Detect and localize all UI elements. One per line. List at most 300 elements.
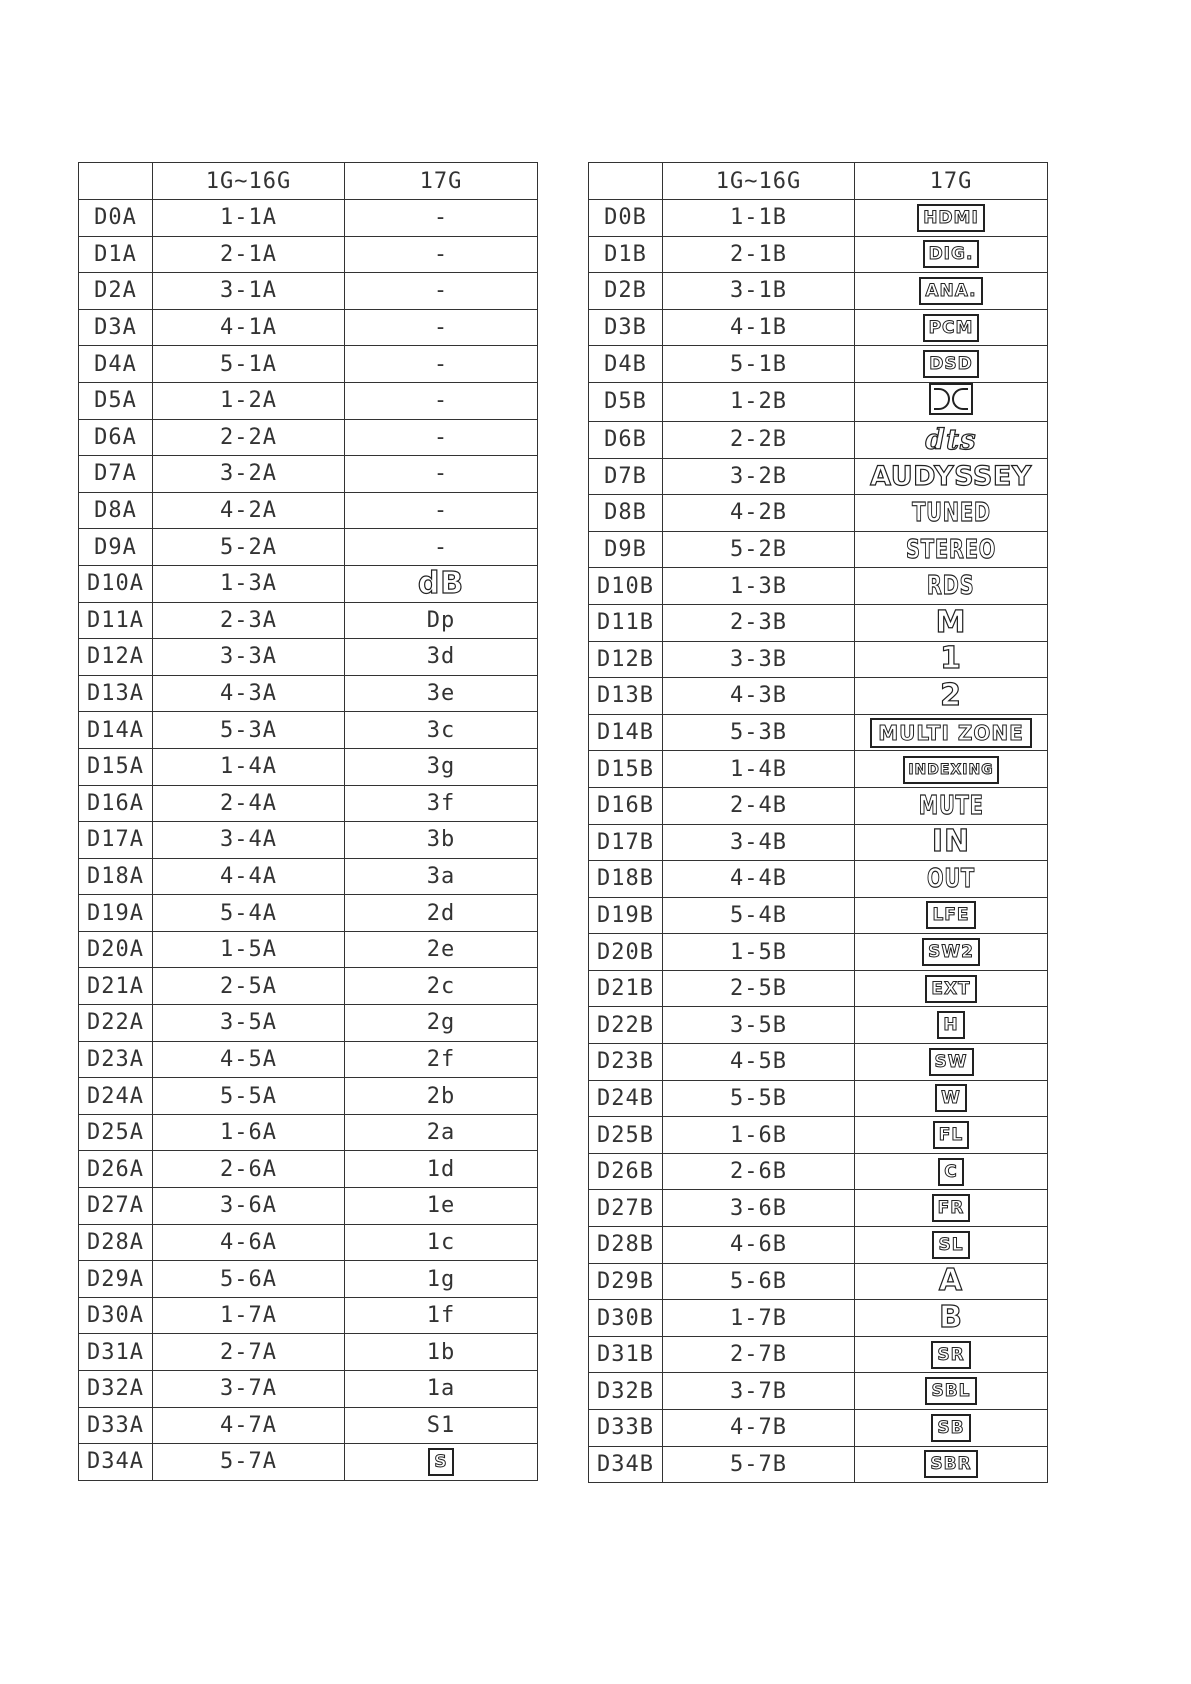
segment-table-b bbox=[588, 162, 1048, 1483]
segment-symbol: FL bbox=[933, 1121, 969, 1149]
cell-text: 1-3A bbox=[220, 571, 277, 597]
symbol-cell bbox=[855, 1190, 1048, 1227]
grid-segment-cell bbox=[153, 273, 345, 310]
segment-symbol: SW bbox=[929, 1048, 974, 1076]
symbol-cell bbox=[855, 751, 1048, 788]
symbol-cell bbox=[345, 273, 538, 310]
cell-text: D28B bbox=[597, 1232, 654, 1258]
table-row bbox=[589, 1080, 1048, 1117]
table-row bbox=[79, 1371, 538, 1408]
grid-segment-cell bbox=[663, 531, 855, 568]
cell-text: 4-7A bbox=[220, 1412, 277, 1438]
cell-text: 4-4A bbox=[220, 863, 277, 889]
cell-text: D9A bbox=[94, 534, 137, 560]
cell-text: D29B bbox=[597, 1268, 654, 1294]
segment-symbol: 1a bbox=[426, 1376, 456, 1402]
table-row bbox=[79, 200, 538, 237]
cell-text: 1-4B bbox=[730, 756, 787, 782]
grid-segment-cell bbox=[663, 1044, 855, 1081]
symbol-cell bbox=[345, 1005, 538, 1042]
cell-text: D17A bbox=[87, 827, 144, 853]
grid-segment-cell bbox=[663, 1190, 855, 1227]
digit-pin-cell bbox=[589, 382, 663, 421]
table-row bbox=[79, 1444, 538, 1481]
grid-segment-cell bbox=[663, 970, 855, 1007]
table-row bbox=[589, 236, 1048, 273]
table-row bbox=[79, 748, 538, 785]
grid-segment-cell bbox=[663, 1080, 855, 1117]
digit-pin-cell bbox=[79, 712, 153, 749]
segment-symbol: 3e bbox=[426, 681, 456, 707]
digit-pin-cell bbox=[589, 1080, 663, 1117]
segment-symbol: dts bbox=[925, 423, 977, 457]
cell-text: 3-1B bbox=[730, 278, 787, 304]
segment-symbol: IN bbox=[931, 824, 971, 860]
cell-text: D4B bbox=[604, 351, 647, 377]
cell-text: 2-2A bbox=[220, 424, 277, 450]
segment-symbol: A bbox=[938, 1263, 964, 1299]
table-row bbox=[589, 824, 1048, 861]
cell-text: D2A bbox=[94, 278, 137, 304]
digit-pin-cell bbox=[589, 1007, 663, 1044]
table-row bbox=[79, 419, 538, 456]
grid-segment-cell bbox=[153, 346, 345, 383]
cell-text: 5-5A bbox=[220, 1083, 277, 1109]
digit-pin-cell bbox=[79, 1371, 153, 1408]
digit-pin-cell bbox=[79, 1334, 153, 1371]
cell-text: D21B bbox=[597, 976, 654, 1002]
cell-text: D31A bbox=[87, 1339, 144, 1365]
cell-text: 2-5A bbox=[220, 973, 277, 999]
cell-text: 3-5B bbox=[730, 1012, 787, 1038]
digit-pin-cell bbox=[589, 200, 663, 237]
digit-pin-cell bbox=[79, 1407, 153, 1444]
table-row bbox=[79, 602, 538, 639]
symbol-cell bbox=[855, 382, 1048, 421]
cell-text: D10A bbox=[87, 571, 144, 597]
cell-text: D26A bbox=[87, 1156, 144, 1182]
cell-text: 3-3B bbox=[730, 646, 787, 672]
cell-text: D29A bbox=[87, 1266, 144, 1292]
segment-symbol: 1e bbox=[426, 1193, 456, 1219]
table-row bbox=[589, 273, 1048, 310]
table-row bbox=[79, 1407, 538, 1444]
digit-pin-cell bbox=[79, 639, 153, 676]
cell-text: D20A bbox=[87, 937, 144, 963]
segment-symbol: DSD bbox=[923, 350, 978, 378]
segment-symbol: 1 bbox=[940, 641, 962, 677]
grid-segment-cell bbox=[153, 1407, 345, 1444]
cell-text: D5B bbox=[604, 389, 647, 415]
cell-text: 3-7B bbox=[730, 1378, 787, 1404]
digit-pin-cell bbox=[589, 787, 663, 824]
grid-segment-cell bbox=[663, 1336, 855, 1373]
segment-symbol: - bbox=[433, 315, 449, 341]
digit-pin-cell bbox=[589, 309, 663, 346]
cell-text: 2-3A bbox=[220, 607, 277, 633]
cell-text: 5-6B bbox=[730, 1268, 787, 1294]
cell-text: D2B bbox=[604, 278, 647, 304]
table-row bbox=[79, 1188, 538, 1225]
digit-pin-cell bbox=[589, 824, 663, 861]
grid-segment-cell bbox=[153, 748, 345, 785]
cell-text: D32B bbox=[597, 1378, 654, 1404]
cell-text: D0A bbox=[94, 205, 137, 231]
segment-symbol: 1c bbox=[426, 1229, 456, 1255]
digit-pin-cell bbox=[79, 200, 153, 237]
cell-text: 3-6A bbox=[220, 1193, 277, 1219]
segment-symbol: 3d bbox=[426, 644, 456, 670]
table-row bbox=[589, 1300, 1048, 1337]
table-row bbox=[589, 568, 1048, 605]
digit-pin-cell bbox=[589, 604, 663, 641]
grid-segment-cell bbox=[663, 273, 855, 310]
grid-segment-cell bbox=[663, 751, 855, 788]
grid-segment-cell bbox=[663, 1373, 855, 1410]
grid-segment-cell bbox=[663, 604, 855, 641]
symbol-cell bbox=[345, 1297, 538, 1334]
symbol-cell bbox=[345, 382, 538, 419]
cell-text: 5-1A bbox=[220, 351, 277, 377]
cell-text: D34B bbox=[597, 1451, 654, 1477]
grid-segment-cell bbox=[153, 968, 345, 1005]
cell-text: D6B bbox=[604, 427, 647, 453]
table-row bbox=[79, 236, 538, 273]
cell-text: 4-7B bbox=[730, 1415, 787, 1441]
cell-text: 3-6B bbox=[730, 1195, 787, 1221]
segment-symbol: 3a bbox=[426, 863, 456, 889]
symbol-cell bbox=[345, 1078, 538, 1115]
cell-text: 4-5A bbox=[220, 1046, 277, 1072]
segment-symbol: LFE bbox=[926, 901, 975, 929]
grid-segment-cell bbox=[153, 1261, 345, 1298]
symbol-cell bbox=[855, 309, 1048, 346]
cell-text: D15A bbox=[87, 754, 144, 780]
symbol-cell bbox=[855, 641, 1048, 678]
symbol-cell bbox=[345, 748, 538, 785]
cell-text: 1-1B bbox=[730, 205, 787, 231]
table-row bbox=[79, 1224, 538, 1261]
segment-symbol: - bbox=[433, 461, 449, 487]
grid-segment-cell bbox=[153, 1078, 345, 1115]
symbol-cell bbox=[345, 712, 538, 749]
segment-symbol: W bbox=[935, 1084, 967, 1112]
digit-pin-cell bbox=[79, 456, 153, 493]
table-row bbox=[589, 1007, 1048, 1044]
symbol-cell bbox=[855, 1044, 1048, 1081]
cell-text: D13B bbox=[597, 683, 654, 709]
digit-pin-cell bbox=[79, 1188, 153, 1225]
cell-text: D18A bbox=[87, 863, 144, 889]
digit-pin-cell bbox=[589, 970, 663, 1007]
cell-text: 5-7B bbox=[730, 1451, 787, 1477]
table-row bbox=[589, 1336, 1048, 1373]
cell-text: 3-3A bbox=[220, 644, 277, 670]
grid-segment-cell bbox=[153, 1114, 345, 1151]
digit-pin-cell bbox=[79, 1114, 153, 1151]
segment-symbol: 3g bbox=[426, 754, 456, 780]
grid-segment-cell bbox=[663, 641, 855, 678]
grid-segment-cell bbox=[153, 675, 345, 712]
cell-text: D25A bbox=[87, 1120, 144, 1146]
grid-segment-cell bbox=[663, 382, 855, 421]
table-row bbox=[79, 639, 538, 676]
segment-symbol: - bbox=[433, 388, 449, 414]
symbol-cell bbox=[855, 897, 1048, 934]
digit-pin-cell bbox=[589, 236, 663, 273]
digit-pin-cell bbox=[589, 897, 663, 934]
table-row bbox=[79, 1078, 538, 1115]
grid-segment-cell bbox=[153, 1334, 345, 1371]
symbol-cell bbox=[855, 1080, 1048, 1117]
symbol-cell bbox=[855, 861, 1048, 898]
table-row bbox=[589, 531, 1048, 568]
digit-pin-cell bbox=[79, 419, 153, 456]
segment-symbol: SR bbox=[931, 1341, 970, 1369]
grid-segment-cell bbox=[153, 712, 345, 749]
digit-pin-cell bbox=[79, 785, 153, 822]
cell-text: D32A bbox=[87, 1376, 144, 1402]
segment-symbol: 2 bbox=[940, 677, 962, 713]
digit-pin-cell bbox=[589, 568, 663, 605]
digit-pin-cell bbox=[589, 1410, 663, 1447]
symbol-cell bbox=[855, 568, 1048, 605]
table-row bbox=[589, 934, 1048, 971]
digit-pin-cell bbox=[79, 1224, 153, 1261]
digit-pin-cell bbox=[79, 1005, 153, 1042]
cell-text: D4A bbox=[94, 351, 137, 377]
symbol-cell bbox=[345, 1261, 538, 1298]
table-row bbox=[589, 641, 1048, 678]
segment-symbol: - bbox=[433, 241, 449, 267]
segment-symbol: - bbox=[433, 424, 449, 450]
segment-symbol: dB bbox=[417, 565, 465, 601]
symbol-cell bbox=[345, 602, 538, 639]
symbol-cell bbox=[345, 309, 538, 346]
digit-pin-cell bbox=[79, 492, 153, 529]
symbol-cell bbox=[345, 1114, 538, 1151]
segment-symbol: 3b bbox=[426, 827, 456, 853]
table-a-header-cell: 1G~16G bbox=[153, 163, 345, 200]
table-row bbox=[79, 1261, 538, 1298]
digit-pin-cell bbox=[79, 748, 153, 785]
table-row bbox=[79, 565, 538, 602]
cell-text: D33A bbox=[87, 1412, 144, 1438]
grid-segment-cell bbox=[663, 678, 855, 715]
table-row bbox=[79, 1297, 538, 1334]
table-b-header-cell: 1G~16G bbox=[663, 163, 855, 200]
grid-segment-cell bbox=[663, 934, 855, 971]
symbol-cell bbox=[345, 931, 538, 968]
grid-segment-cell bbox=[153, 236, 345, 273]
cell-text: D8A bbox=[94, 498, 137, 524]
segment-symbol: 1d bbox=[426, 1156, 456, 1182]
grid-segment-cell bbox=[153, 456, 345, 493]
grid-segment-cell bbox=[663, 861, 855, 898]
cell-text: D30B bbox=[597, 1305, 654, 1331]
table-row bbox=[79, 492, 538, 529]
symbol-cell bbox=[855, 458, 1048, 495]
grid-segment-cell bbox=[153, 1371, 345, 1408]
grid-segment-cell bbox=[663, 346, 855, 383]
cell-text: D16B bbox=[597, 793, 654, 819]
digit-pin-cell bbox=[589, 495, 663, 532]
cell-text: 1-5B bbox=[730, 939, 787, 965]
segment-symbol: - bbox=[433, 205, 449, 231]
grid-segment-cell bbox=[663, 714, 855, 751]
grid-segment-cell bbox=[663, 568, 855, 605]
cell-text: 2-3B bbox=[730, 610, 787, 636]
table-row bbox=[79, 1041, 538, 1078]
table-a-header-cell bbox=[79, 163, 153, 200]
cell-text: D22B bbox=[597, 1012, 654, 1038]
symbol-cell bbox=[855, 970, 1048, 1007]
segment-symbol: S bbox=[428, 1448, 453, 1476]
cell-text: D28A bbox=[87, 1229, 144, 1255]
table-row bbox=[589, 1153, 1048, 1190]
segment-symbol: - bbox=[433, 278, 449, 304]
cell-text: 1-6B bbox=[730, 1122, 787, 1148]
digit-pin-cell bbox=[79, 529, 153, 566]
grid-segment-cell bbox=[153, 382, 345, 419]
cell-text: D14B bbox=[597, 720, 654, 746]
cell-text: 1-4A bbox=[220, 754, 277, 780]
cell-text: 4-3B bbox=[730, 683, 787, 709]
grid-segment-cell bbox=[663, 1300, 855, 1337]
table-row bbox=[79, 309, 538, 346]
table-row bbox=[79, 712, 538, 749]
grid-segment-cell bbox=[663, 824, 855, 861]
table-row bbox=[589, 861, 1048, 898]
digit-pin-cell bbox=[79, 602, 153, 639]
segment-symbol: PCM bbox=[923, 314, 980, 342]
table-a-header-row bbox=[79, 163, 538, 200]
table-row bbox=[79, 675, 538, 712]
grid-segment-cell bbox=[153, 1188, 345, 1225]
symbol-cell bbox=[855, 1153, 1048, 1190]
symbol-cell bbox=[855, 236, 1048, 273]
digit-pin-cell bbox=[589, 641, 663, 678]
table-row bbox=[589, 751, 1048, 788]
symbol-cell bbox=[345, 565, 538, 602]
cell-text: D5A bbox=[94, 388, 137, 414]
grid-segment-cell bbox=[153, 1297, 345, 1334]
digit-pin-cell bbox=[79, 1444, 153, 1481]
cell-text: D18B bbox=[597, 866, 654, 892]
cell-text: D25B bbox=[597, 1122, 654, 1148]
cell-text: 5-4B bbox=[730, 902, 787, 928]
cell-text: 3-4A bbox=[220, 827, 277, 853]
segment-symbol: OUT bbox=[927, 863, 975, 894]
segment-symbol: FR bbox=[932, 1194, 971, 1222]
cell-text: D8B bbox=[604, 500, 647, 526]
symbol-cell bbox=[855, 1446, 1048, 1483]
segment-symbol: SL bbox=[932, 1231, 969, 1259]
cell-text: 2-6A bbox=[220, 1156, 277, 1182]
segment-symbol: SBR bbox=[924, 1450, 977, 1478]
digit-pin-cell bbox=[79, 931, 153, 968]
digit-pin-cell bbox=[589, 1446, 663, 1483]
cell-text: 4-6A bbox=[220, 1229, 277, 1255]
symbol-cell bbox=[855, 1227, 1048, 1264]
digit-pin-cell bbox=[589, 1373, 663, 1410]
digit-pin-cell bbox=[589, 1044, 663, 1081]
grid-segment-cell bbox=[153, 1444, 345, 1481]
symbol-cell bbox=[345, 1151, 538, 1188]
segment-symbol: 2a bbox=[426, 1120, 456, 1146]
symbol-cell bbox=[345, 675, 538, 712]
symbol-cell bbox=[855, 1300, 1048, 1337]
cell-text: 5-3B bbox=[730, 720, 787, 746]
segment-symbol: SB bbox=[931, 1414, 970, 1442]
table-b-header-row bbox=[589, 163, 1048, 200]
cell-text: 1-7B bbox=[730, 1305, 787, 1331]
digit-pin-cell bbox=[79, 1297, 153, 1334]
symbol-cell bbox=[345, 785, 538, 822]
cell-text: D12B bbox=[597, 646, 654, 672]
table-row bbox=[589, 970, 1048, 1007]
grid-segment-cell bbox=[153, 785, 345, 822]
cell-text: 1-5A bbox=[220, 937, 277, 963]
cell-text: D23B bbox=[597, 1049, 654, 1075]
table-row bbox=[589, 1044, 1048, 1081]
grid-segment-cell bbox=[663, 1410, 855, 1447]
cell-text: 2-4B bbox=[730, 793, 787, 819]
table-row bbox=[79, 1151, 538, 1188]
table-row bbox=[79, 382, 538, 419]
symbol-cell bbox=[855, 787, 1048, 824]
digit-pin-cell bbox=[79, 1078, 153, 1115]
digit-pin-cell bbox=[79, 382, 153, 419]
symbol-cell bbox=[855, 1373, 1048, 1410]
cell-text: D9B bbox=[604, 537, 647, 563]
digit-pin-cell bbox=[589, 1117, 663, 1154]
cell-text: D1B bbox=[604, 241, 647, 267]
table-row bbox=[589, 1373, 1048, 1410]
cell-text: D33B bbox=[597, 1415, 654, 1441]
table-row bbox=[79, 968, 538, 1005]
grid-segment-cell bbox=[663, 495, 855, 532]
symbol-cell bbox=[855, 495, 1048, 532]
cell-text: 2-1B bbox=[730, 241, 787, 267]
grid-segment-cell bbox=[153, 858, 345, 895]
grid-segment-cell bbox=[663, 1153, 855, 1190]
digit-pin-cell bbox=[589, 934, 663, 971]
table-row bbox=[589, 309, 1048, 346]
table-row bbox=[79, 858, 538, 895]
cell-text: 1-6A bbox=[220, 1120, 277, 1146]
cell-text: 4-5B bbox=[730, 1049, 787, 1075]
symbol-cell bbox=[345, 858, 538, 895]
cell-text: 2-7B bbox=[730, 1342, 787, 1368]
cell-text: D19A bbox=[87, 900, 144, 926]
grid-segment-cell bbox=[153, 602, 345, 639]
grid-segment-cell bbox=[153, 1224, 345, 1261]
table-row bbox=[589, 604, 1048, 641]
cell-text: D1A bbox=[94, 241, 137, 267]
cell-text: 2-2B bbox=[730, 427, 787, 453]
grid-segment-cell bbox=[663, 421, 855, 458]
symbol-cell bbox=[855, 824, 1048, 861]
segment-symbol: SW2 bbox=[922, 938, 980, 966]
cell-text: D26B bbox=[597, 1159, 654, 1185]
segment-symbol: - bbox=[433, 351, 449, 377]
cell-text: 1-3B bbox=[730, 573, 787, 599]
table-row bbox=[79, 931, 538, 968]
grid-segment-cell bbox=[663, 236, 855, 273]
symbol-cell bbox=[345, 346, 538, 383]
table-row bbox=[589, 1190, 1048, 1227]
